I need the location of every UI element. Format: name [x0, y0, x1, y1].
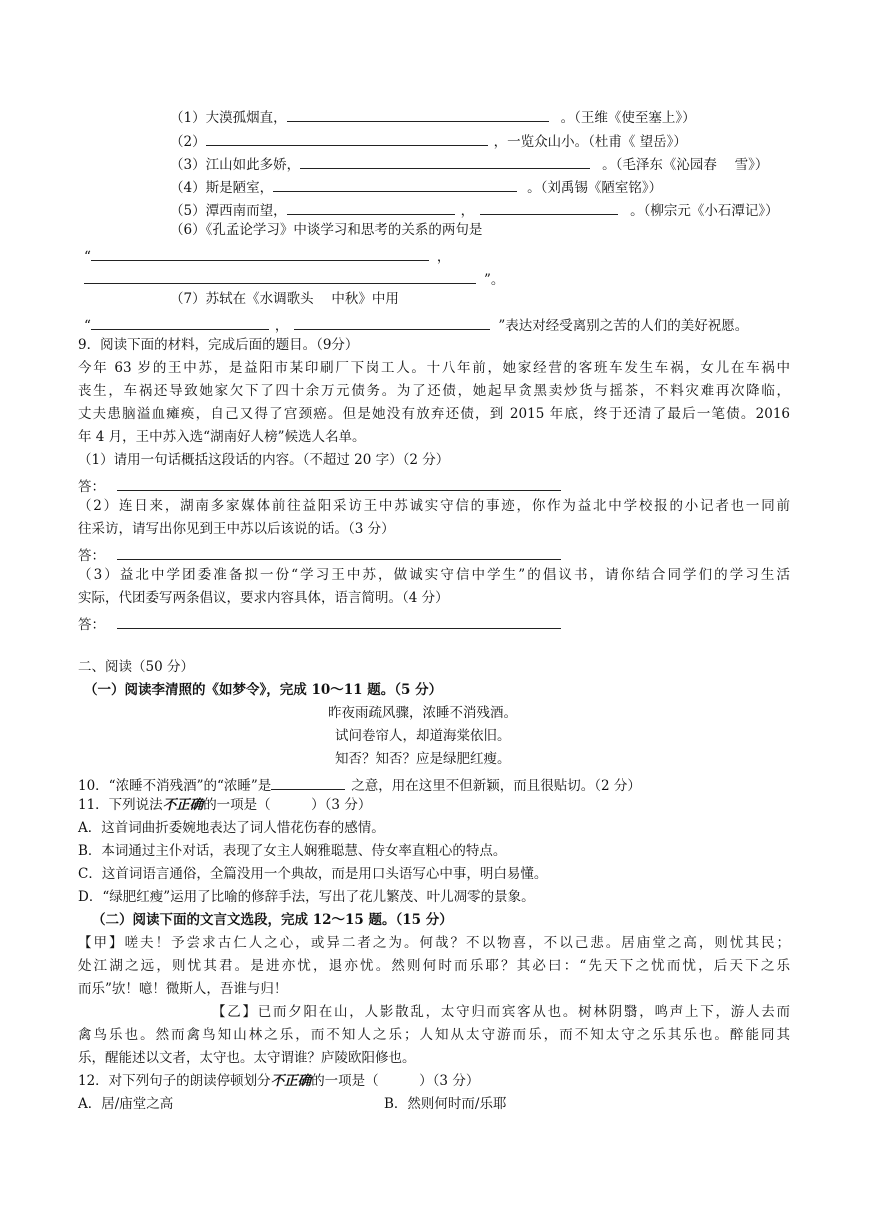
blank-item-5: [170, 201, 779, 219]
answer-blank[interactable]: [91, 316, 269, 330]
q9-para-line: 丧生，车祸还导致她家欠下了四十余万元债务。为了还债，她起早贪黑卖炒货与摇茶，不料灾难再次降临，: [78, 383, 790, 399]
q12-option-b: B．然则何时而/乐耶: [384, 1096, 507, 1112]
q9-para-line: 丈夫患脑溢血瘫痪，自己又得了宫颈癌。但是她没有放弃还债，到 2015 年底，终于还清了最后一笔债。2016: [78, 406, 790, 422]
answer-blank[interactable]: [206, 132, 488, 146]
q9-sub3-line2: 实际，代团委写两条倡议，要求内容具体，语言简明。（4 分）: [78, 590, 449, 606]
q12-emphasis: 不正确: [270, 1073, 312, 1089]
item-source: 。（王维《使至塞上》）: [560, 110, 696, 126]
jia-line: 【甲】嗟夫！予尝求古仁人之心，或异二者之为。何哉？不以物喜，不以己悲。居庙堂之高，则忧其民；: [78, 935, 790, 951]
q11: [78, 799, 371, 813]
answer-blank[interactable]: [300, 155, 590, 169]
answer-blank[interactable]: [287, 108, 549, 122]
item-source: 。（柳宗元《小石潭记》）: [630, 203, 779, 219]
item-text: （4）斯是陋室，: [170, 180, 274, 196]
answer-blank[interactable]: [294, 316, 490, 330]
blank-item-1: [170, 108, 696, 126]
item-source: 。（毛泽东《沁园春 雪》）: [602, 157, 769, 173]
q9-answer1: [78, 477, 561, 495]
q10-text-tail: 之意，用在这里不但新颖，而且很贴切。（2 分）: [351, 778, 641, 794]
q12: [78, 1075, 479, 1089]
q9-answer2: [78, 546, 561, 564]
open-quote: “: [84, 249, 91, 265]
answer-blank[interactable]: [271, 776, 345, 790]
item-text: （7）苏轼在《水调歌头 中秋》中用: [170, 291, 399, 307]
comma: ，: [436, 249, 451, 265]
q10: [78, 776, 641, 794]
yi-line: 【乙】已而夕阳在山，人影散乱，太守归而宾客从也。树林阴翳，鸣声上下，游人去而: [212, 1004, 790, 1020]
answer-blank[interactable]: [480, 201, 618, 215]
part1-title: （一）阅读李清照的《如梦令》，完成 10～11 题。（5 分）: [84, 682, 443, 698]
q11-option-d: D．“绿肥红瘦”运用了比喻的修辞手法，写出了花儿繁茂、叶儿凋零的景象。: [78, 889, 535, 905]
answer-blank[interactable]: [273, 178, 517, 192]
blank-item-3: [170, 155, 768, 173]
q9-sub2-line1: （2）连日来，湖南多家媒体前往益阳采访王中苏诚实守信的事迹，你作为益北中学校报的小记者也一同前: [78, 498, 790, 514]
q10-text: 10．“浓睡不消残酒”的“浓睡”是: [78, 778, 272, 794]
q9-sub1: （1）请用一句话概括这段话的内容。（不超过 20 字）（2 分）: [78, 452, 450, 468]
poem-line: 试问卷帘人，却道海棠依旧。: [335, 728, 511, 744]
answer-line[interactable]: [117, 615, 561, 629]
blank-item-7-line: [84, 316, 748, 334]
q12-text-tail: 的一项是（ ）（3 分）: [311, 1073, 480, 1089]
q11-emphasis: 不正确: [162, 797, 204, 813]
item-text: （2）: [170, 134, 206, 150]
blank-item-4: [170, 178, 662, 196]
open-quote: “: [84, 318, 91, 334]
item-text: （1）大漠孤烟直，: [170, 110, 287, 126]
q9-answer3: [78, 615, 561, 633]
answer-blank[interactable]: [91, 247, 429, 261]
part2-title: （二）阅读下面的文言文选段，完成 12～15 题。（15 分）: [92, 912, 453, 928]
blank-item-6-line2: [84, 270, 504, 288]
jia-line: 而乐”欤！噫！微斯人，吾谁与归！: [78, 981, 288, 997]
close-quote: ”。: [484, 272, 505, 288]
answer-line[interactable]: [117, 546, 561, 560]
q11-option-a: A．这首词曲折委婉地表达了词人惜花伤春的感情。: [78, 820, 385, 836]
item-text: （3）江山如此多娇，: [170, 157, 301, 173]
q11-text-tail: 的一项是（ ）（3 分）: [203, 797, 372, 813]
q12-text: 12．对下列句子的朗读停顿划分: [78, 1073, 271, 1089]
item-comma: ，: [460, 203, 475, 219]
answer-blank[interactable]: [84, 270, 476, 284]
q9-para-line: 今年 63 岁的王中苏，是益阳市某印刷厂下岗工人。十八年前，她家经营的客班车发生车祸，女儿在车祸中: [78, 360, 790, 376]
blank-item-6-line1: [84, 247, 450, 265]
blank-item-2: [170, 132, 687, 150]
answer-label: 答：: [78, 548, 105, 564]
answer-blank[interactable]: [287, 201, 455, 215]
poem-line: 知否？知否？应是绿肥红瘦。: [335, 751, 511, 767]
item-source: ，一览众山小。（杜甫《 望岳》）: [493, 134, 687, 150]
jia-line: 处江湖之远，则忧其君。是进亦忧，退亦忧。然则何时而乐耶？其必曰：“先天下之忧而忧，后天下之乐: [78, 958, 790, 974]
blank-item-6: [170, 224, 482, 238]
q9-title: 9．阅读下面的材料，完成后面的题目。（9分）: [78, 337, 359, 353]
section2-title: 二、阅读（50 分）: [78, 659, 194, 675]
item-text: （5）潭西南而望，: [170, 203, 287, 219]
answer-label: 答：: [78, 479, 105, 495]
yi-line: 禽鸟乐也。然而禽鸟知山林之乐，而不知人之乐；人知从太守游而乐，而不知太守之乐其乐也。醉能同其: [78, 1027, 790, 1043]
poem-line: 昨夜雨疏风骤，浓睡不消残酒。: [328, 705, 517, 721]
item-text: （6）《孔孟论学习》中谈学习和思考的关系的两句是: [170, 222, 483, 238]
answer-line[interactable]: [117, 477, 561, 491]
q12-option-a: A．居/庙堂之高: [78, 1096, 174, 1112]
q9-sub3-line1: （3）益北中学团委准备拟一份“学习王中苏，做诚实守信中学生”的倡议书，请你结合同学们的学习生活: [78, 567, 790, 583]
q11-option-c: C．这首词语言通俗，全篇没用一个典故，而是用口头语写心中事，明白易懂。: [78, 866, 548, 882]
blank-item-7: [170, 293, 399, 307]
q9-sub2-line2: 往采访，请写出你见到王中苏以后该说的话。（3 分）: [78, 521, 395, 537]
q9-para-line: 年 4 月，王中苏入选“湖南好人榜”候选人名单。: [78, 429, 366, 445]
q11-text: 11．下列说法: [78, 797, 163, 813]
q11-option-b: B．本词通过主仆对话，表现了女主人娴雅聪慧、侍女率直粗心的特点。: [78, 843, 507, 859]
close-quote: ”表达对经受离别之苦的人们的美好祝愿。: [498, 318, 749, 334]
comma: ，: [274, 318, 289, 334]
item-source: 。（刘禹锡《陋室铭》）: [527, 180, 663, 196]
answer-label: 答：: [78, 617, 105, 633]
yi-line: 乐，醒能述以文者，太守也。太守谓谁？庐陵欧阳修也。: [78, 1050, 416, 1066]
